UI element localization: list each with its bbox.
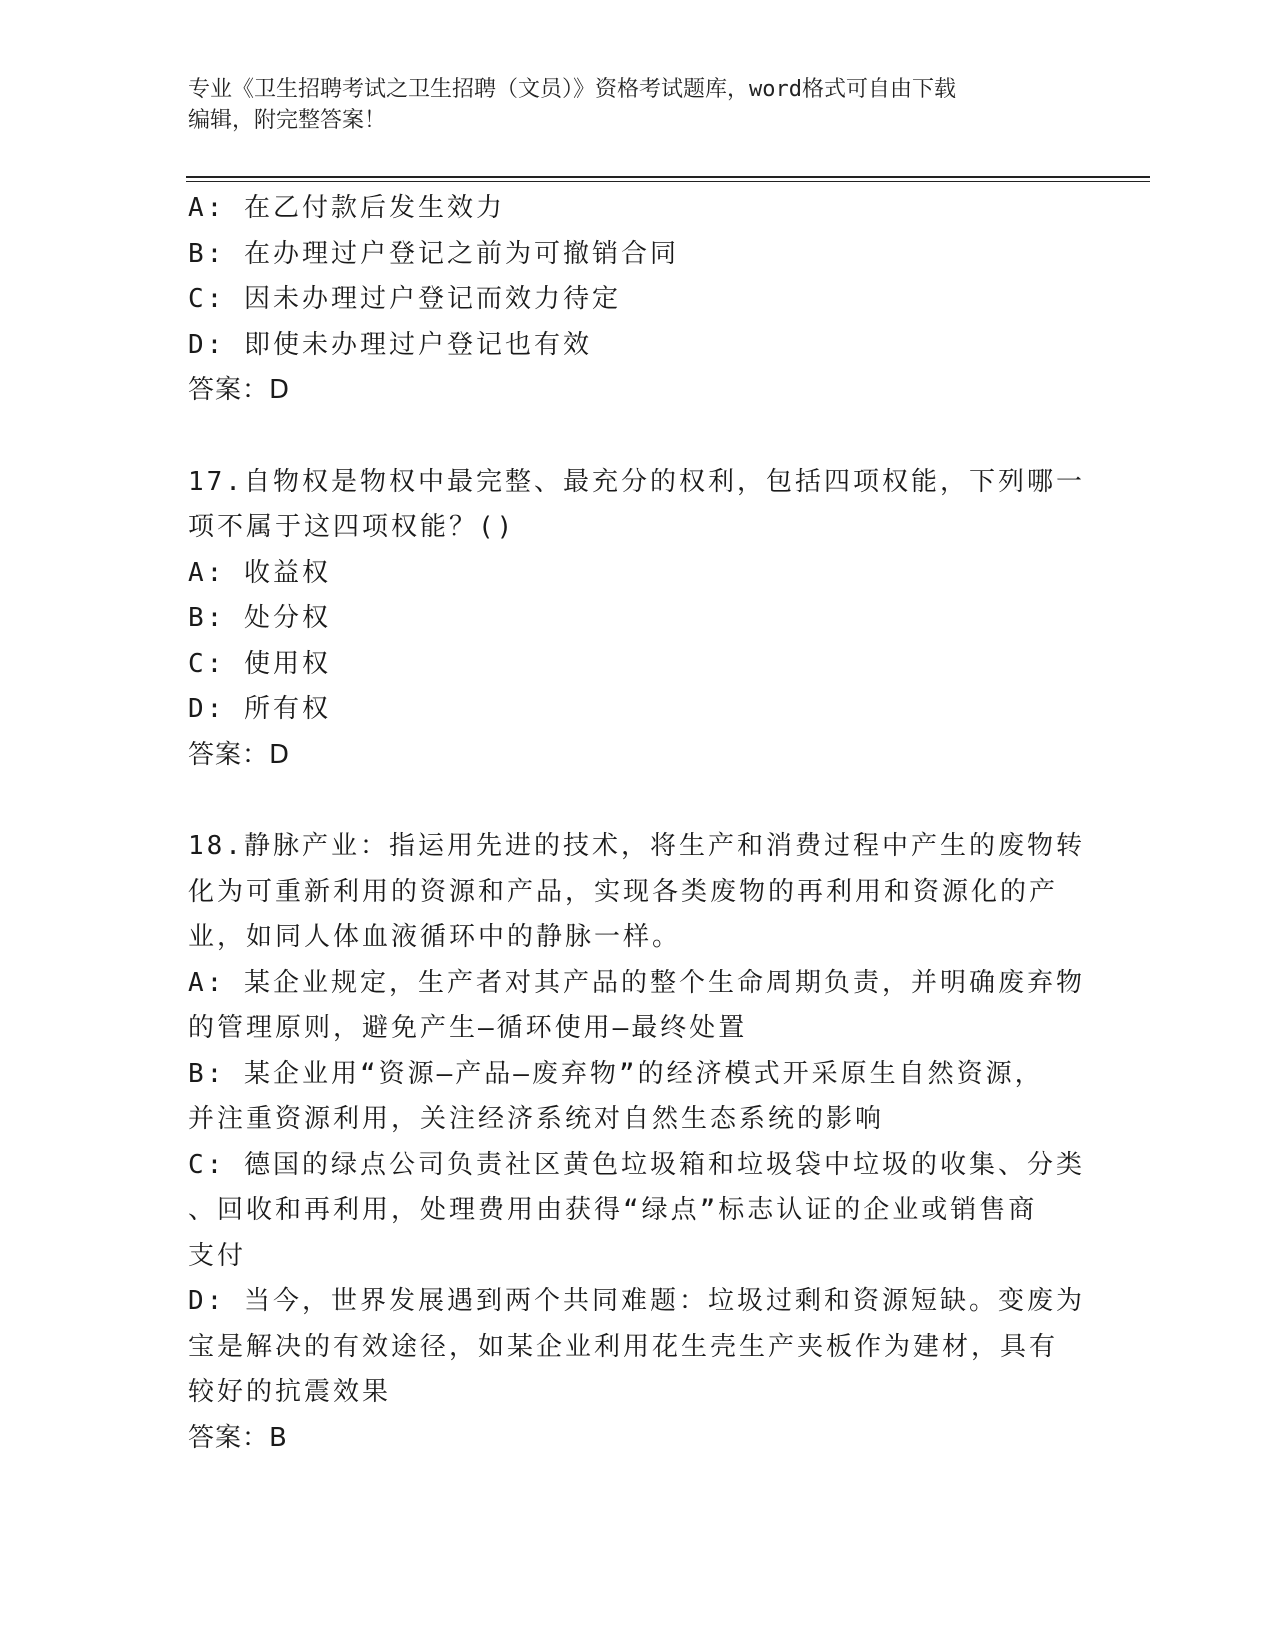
header-line-2: 编辑，附完整答案！ xyxy=(188,108,387,133)
question-stem: 化为可重新利用的资源和产品，实现各类废物的再利用和资源化的产 xyxy=(188,876,1059,907)
option-a: A: 在乙付款后发生效力 xyxy=(188,193,505,223)
option-d: 较好的抗震效果 xyxy=(188,1377,392,1407)
question-18 xyxy=(188,824,1085,1461)
question-spacer xyxy=(188,414,1068,460)
question-17 xyxy=(188,460,1085,779)
option-d: 宝是解决的有效途径，如某企业利用花生壳生产夹板作为建材，具有 xyxy=(188,1331,1059,1362)
option-c: 支付 xyxy=(188,1240,247,1271)
option-c: C: 使用权 xyxy=(188,648,331,679)
option-c: C: 因未办理过户登记而效力待定 xyxy=(188,284,621,314)
option-d: D: 当今，世界发展遇到两个共同难题：垃圾过剩和资源短缺。变废为 xyxy=(188,1286,1085,1316)
document-header xyxy=(188,74,1068,136)
option-b: B: 在办理过户登记之前为可撤销合同 xyxy=(188,238,679,269)
option-c: C: 德国的绿点公司负责社区黄色垃圾箱和垃圾袋中垃圾的收集、分类 xyxy=(188,1149,1085,1180)
option-c: 、回收和再利用，处理费用由获得“绿点”标志认证的企业或销售商 xyxy=(188,1195,1038,1225)
question-stem: 业，如同人体血液循环中的静脉一样。 xyxy=(188,922,682,952)
header-divider-thin xyxy=(186,181,1150,182)
question-stem: 18.静脉产业：指运用先进的技术，将生产和消费过程中产生的废物转 xyxy=(188,831,1085,861)
header-divider-thick xyxy=(186,176,1150,178)
question-stem: 17.自物权是物权中最完整、最充分的权利，包括四项权能，下列哪一 xyxy=(188,466,1085,497)
option-b: B: 某企业用“资源—产品—废弃物”的经济模式开采原生自然资源， xyxy=(188,1058,1044,1089)
answer-line: 答案：B xyxy=(188,1422,288,1453)
option-a: A: 某企业规定，生产者对其产品的整个生命周期负责，并明确废弃物 xyxy=(188,967,1085,998)
option-d: D: 所有权 xyxy=(188,694,331,724)
question-stem: 项不属于这四项权能？() xyxy=(188,512,516,542)
option-b: 并注重资源利用，关注经济系统对自然生态系统的影响 xyxy=(188,1104,885,1134)
option-b: B: 处分权 xyxy=(188,603,331,633)
answer-line: 答案：D xyxy=(188,375,291,405)
question-spacer xyxy=(188,778,1068,824)
option-a: A: 收益权 xyxy=(188,557,331,588)
option-a: 的管理原则，避免产生—循环使用—最终处置 xyxy=(188,1013,748,1043)
question-16 xyxy=(188,186,1068,414)
question-content xyxy=(188,186,1085,1461)
answer-line: 答案：D xyxy=(188,739,291,770)
option-d: D: 即使未办理过户登记也有效 xyxy=(188,329,592,360)
header-line-1: 专业《卫生招聘考试之卫生招聘（文员）》资格考试题库，word格式可自由下载 xyxy=(188,77,956,102)
